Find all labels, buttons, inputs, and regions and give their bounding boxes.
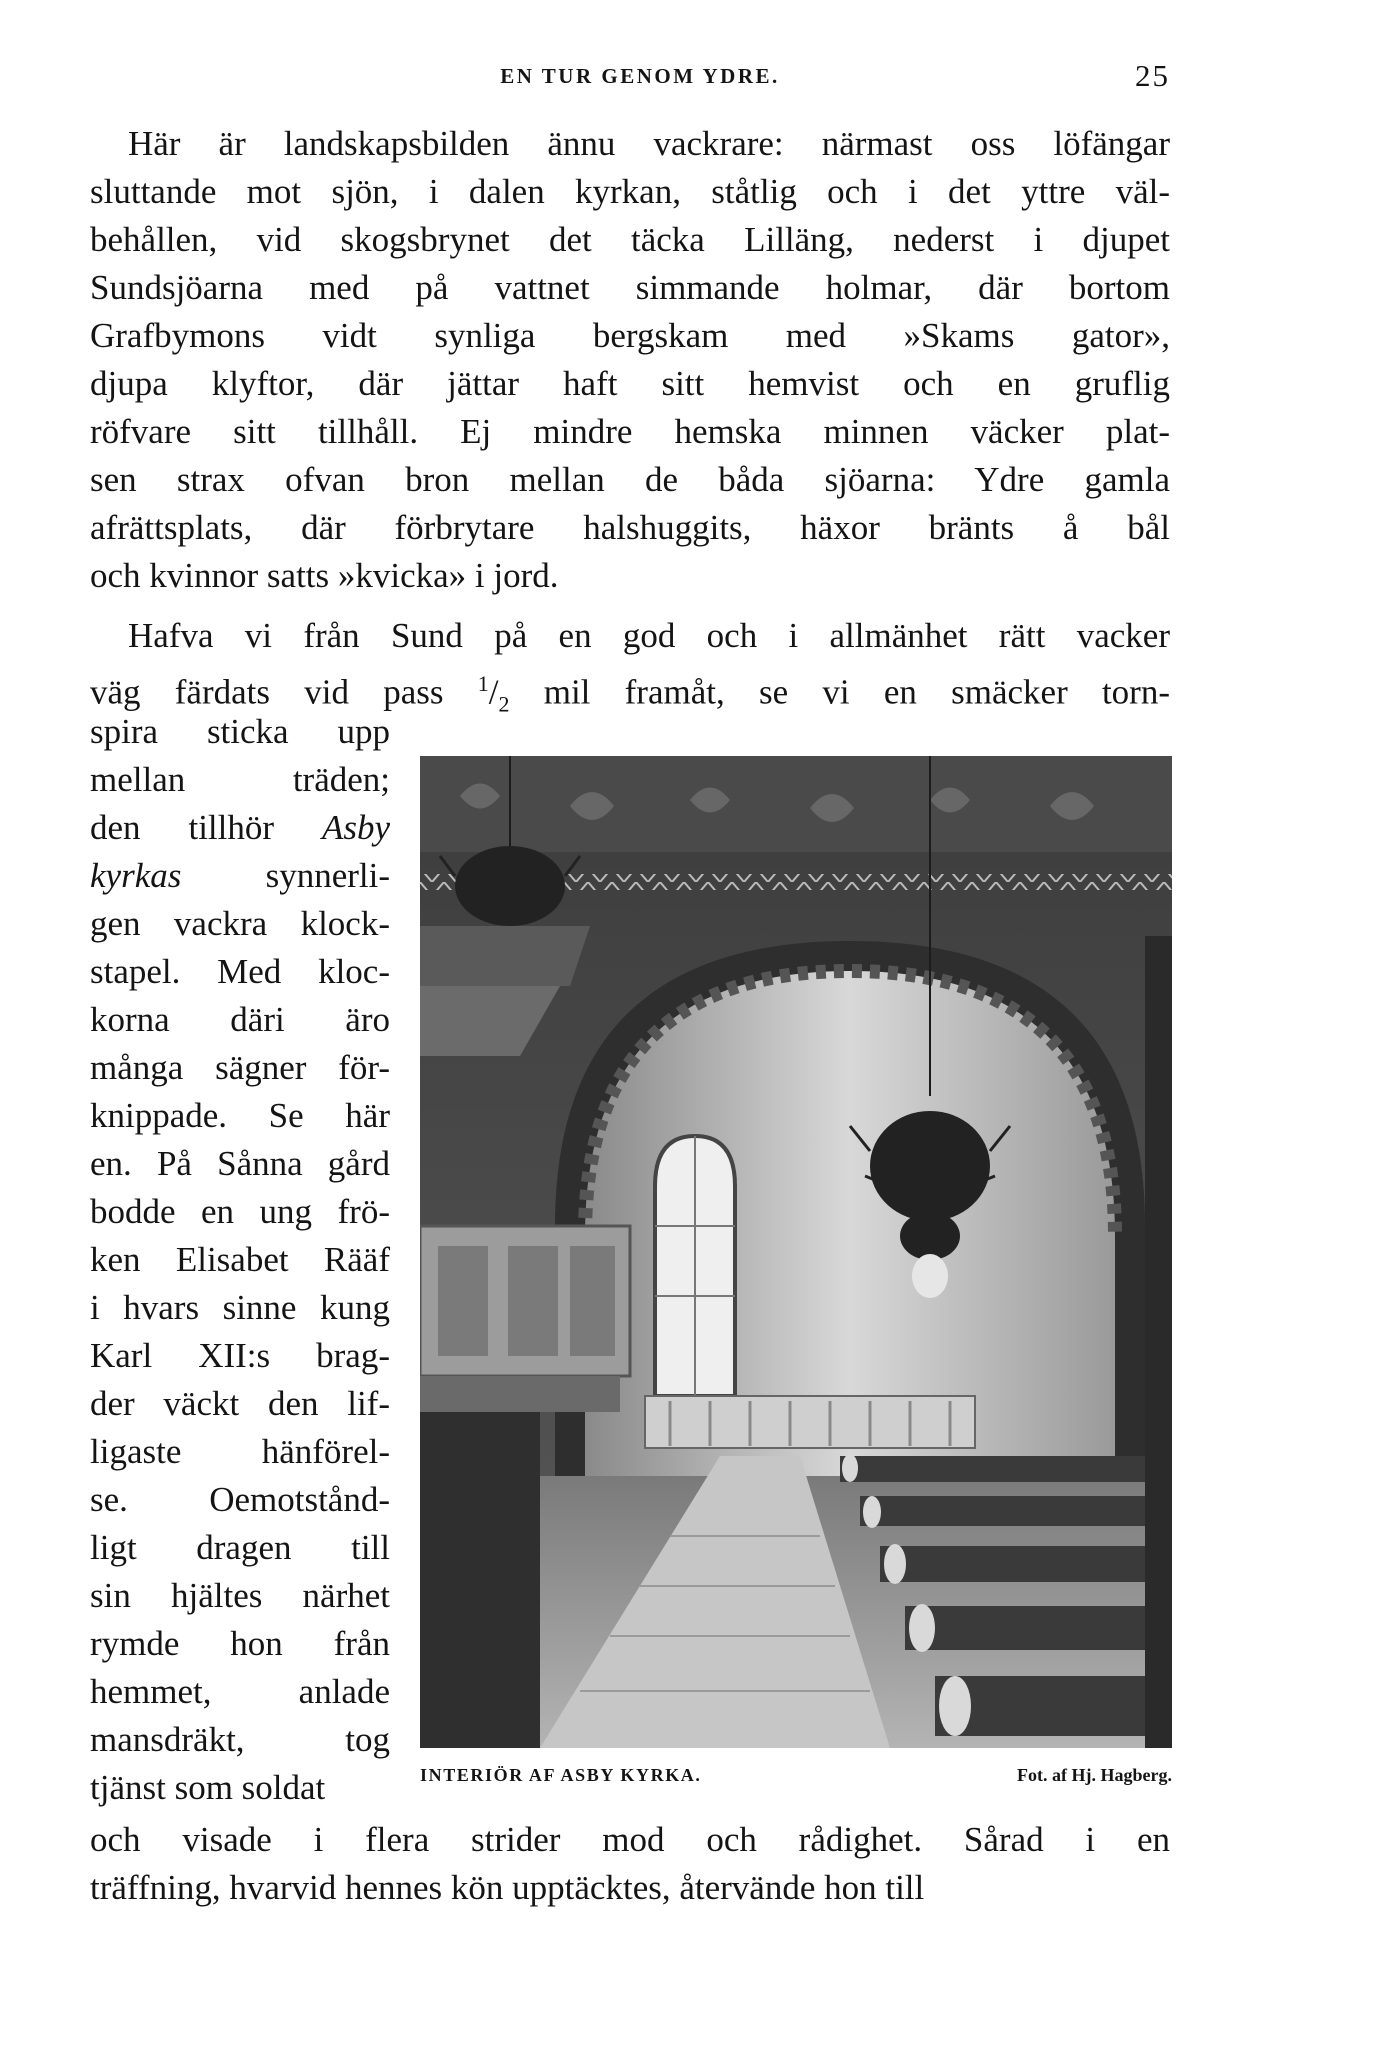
text-line: och kvinnor satts »kvicka» i jord. bbox=[90, 556, 559, 595]
text-line: gen vackra klock- bbox=[90, 904, 390, 943]
text-line: knippade. Se här bbox=[90, 1096, 390, 1135]
text-line: se. Oemotstånd- bbox=[90, 1480, 390, 1519]
text-line: många sägner för- bbox=[90, 1048, 390, 1087]
figure-caption: INTERIÖR AF ASBY KYRKA. bbox=[420, 1765, 702, 1785]
text-line-church-name bbox=[90, 808, 390, 848]
text-line: der väckt den lif- bbox=[90, 1384, 390, 1423]
text-line: stapel. Med kloc- bbox=[90, 952, 390, 991]
photo-credit: Fot. af Hj. Hagberg. bbox=[1017, 1765, 1172, 1785]
text-line: ligt dragen till bbox=[90, 1528, 390, 1567]
running-head bbox=[0, 58, 1400, 98]
church-name-italic: kyrkas bbox=[90, 856, 182, 895]
text-line: afrättsplats, där förbrytare halshuggits, häxor bränts å bål bbox=[90, 508, 1170, 547]
text-line: Sundsjöarna med på vattnet simmande holmar, där bortom bbox=[90, 268, 1170, 307]
text-line: mellan träden; bbox=[90, 760, 390, 799]
text-line: i hvars sinne kung bbox=[90, 1288, 390, 1327]
fraction-denominator: 2 bbox=[498, 691, 510, 717]
text-segment: den tillhör bbox=[90, 808, 322, 847]
text-line: bodde en ung frö- bbox=[90, 1192, 390, 1231]
text-segment: väg färdats vid pass bbox=[90, 672, 478, 712]
text-line: ligaste hänförel- bbox=[90, 1432, 390, 1471]
text-line: tjänst som soldat bbox=[90, 1768, 326, 1807]
fraction-numerator: 1 bbox=[477, 671, 489, 696]
text-line: Hafva vi från Sund på en god och i allmänhet rätt vacker bbox=[128, 616, 1170, 655]
text-line: hemmet, anlade bbox=[90, 1672, 390, 1711]
page-number: 25 bbox=[1135, 58, 1170, 93]
text-line: djupa klyftor, där jättar haft sitt hemvist och en gruflig bbox=[90, 364, 1170, 403]
text-line: spira sticka upp bbox=[90, 712, 390, 751]
text-line: Grafbymons vidt synliga bergskam med »Skams gator», bbox=[90, 316, 1170, 355]
church-interior-photo bbox=[420, 756, 1172, 1748]
text-line: röfvare sitt tillhåll. Ej mindre hemska minnen väcker plat- bbox=[90, 412, 1170, 451]
text-line: och visade i flera strider mod och rådighet. Sårad i en bbox=[90, 1820, 1170, 1859]
text-line-with-fraction: väg färdats vid pass $^1/_2$ mil framåt, se vi en smäcker torn- bbox=[90, 671, 1170, 717]
text-line: mansdräkt, tog bbox=[90, 1720, 390, 1759]
text-line: Här är landskapsbilden ännu vackrare: närmast oss löfängar bbox=[128, 124, 1170, 163]
text-line: en. På Sånna gård bbox=[90, 1144, 390, 1183]
text-segment: synnerli- bbox=[181, 856, 390, 895]
text-line: sin hjältes närhet bbox=[90, 1576, 390, 1615]
church-interior-illustration bbox=[420, 756, 1172, 1748]
text-line: sen strax ofvan bron mellan de båda sjöarna: Ydre gamla bbox=[90, 460, 1170, 499]
text-line-church-name bbox=[90, 856, 390, 896]
text-line: träffning, hvarvid hennes kön upptäcktes, återvände hon till bbox=[90, 1868, 925, 1907]
running-title: EN TUR GENOM YDRE. bbox=[500, 64, 780, 88]
text-line: behållen, vid skogsbrynet det täcka Lilläng, nederst i djupet bbox=[90, 220, 1170, 259]
text-segment: mil framåt, se vi en smäcker torn- bbox=[509, 672, 1170, 712]
text-line: Karl XII:s brag- bbox=[90, 1336, 390, 1375]
text-line: sluttande mot sjön, i dalen kyrkan, ståtlig och i det yttre väl- bbox=[90, 172, 1170, 211]
text-line: ken Elisabet Rääf bbox=[90, 1240, 390, 1279]
text-line: korna däri äro bbox=[90, 1000, 390, 1039]
church-name-italic: Asby bbox=[321, 808, 390, 847]
text-line: rymde hon från bbox=[90, 1624, 390, 1663]
